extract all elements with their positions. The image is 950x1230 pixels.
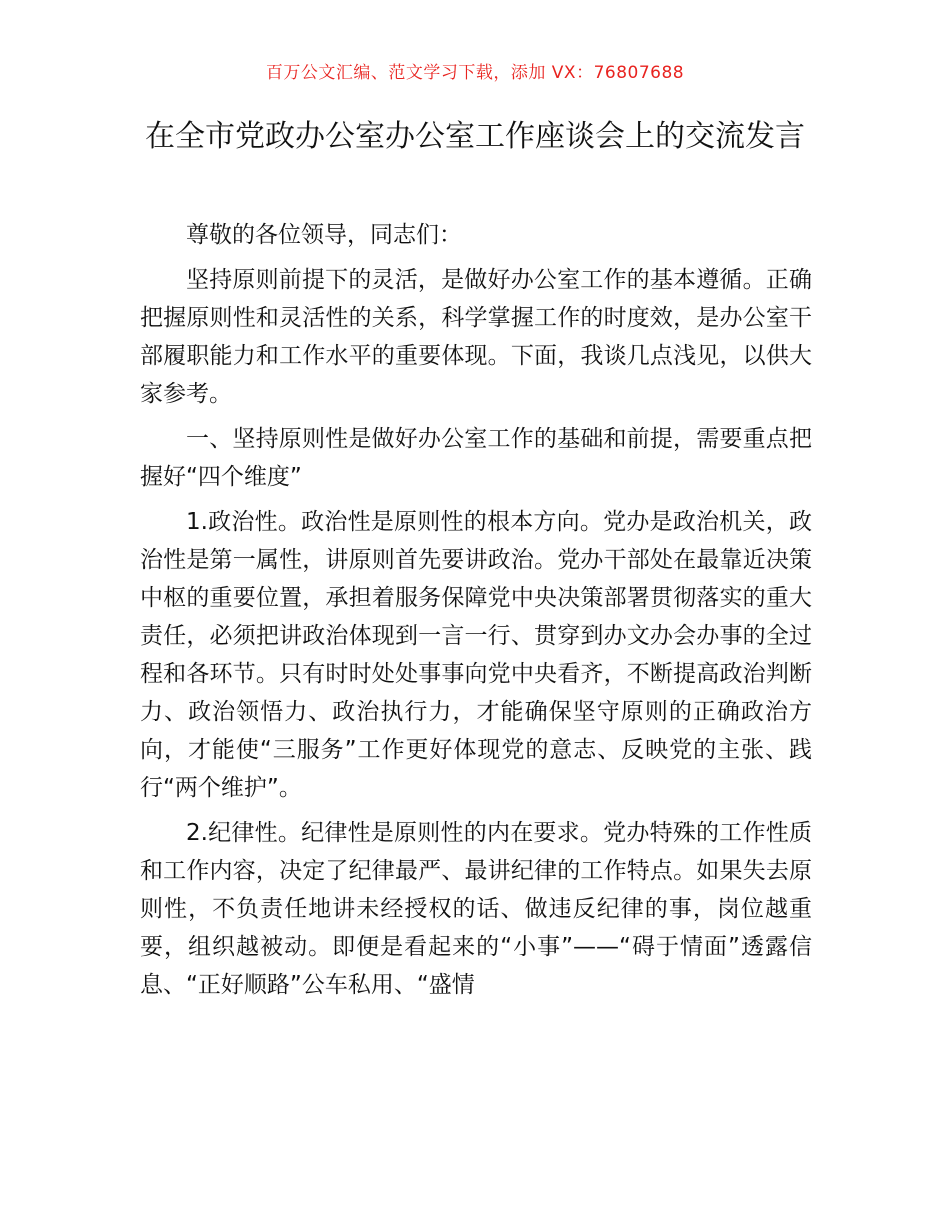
discipline-paragraph: 2.纪律性。纪律性是原则性的内在要求。党办特殊的工作性质和工作内容，决定了纪律最严、最讲纪律的工作特点。如果失去原则性，不负责任地讲未经授权的话、做违反纪律的事，岗位越重要，组织越被动。即便是看起来的“小事”——“碍于情面”透露信息、“正好顺路”公车私用、“盛情 xyxy=(140,820,812,998)
document-title: 在全市党政办公室办公室工作座谈会上的交流发言 xyxy=(145,119,805,154)
section-heading-paragraph: 一、坚持原则性是做好办公室工作的基础和前提，需要重点把握好“四个维度” xyxy=(140,426,812,490)
document-body xyxy=(140,216,812,1011)
intro-paragraph: 坚持原则前提下的灵活，是做好办公室工作的基本遵循。正确把握原则性和灵活性的关系，科学掌握工作的时度效，是办公室干部履职能力和工作水平的重要体现。下面，我谈几点浅见，以供大家参考。 xyxy=(140,267,812,407)
watermark-header-note: 百万公文汇编、范文学习下载，添加 VX：76807688 xyxy=(265,63,685,83)
salutation-paragraph: 尊敬的各位领导，同志们： xyxy=(186,222,462,248)
political-paragraph: 1.政治性。政治性是原则性的根本方向。党办是政治机关，政治性是第一属性，讲原则首先要讲政治。党办干部处在最靠近决策中枢的重要位置，承担着服务保障党中央决策部署贯彻落实的重大责任，必须把讲政治体现到一言一行、贯穿到办文办会办事的全过程和各环节。只有时时处处事事向党中央看齐，不断提高政治判断力、政治领悟力、政治执行力，才能确保坚守原则的正确政治方向，才能使“三服务”工作更好体现党的意志、反映党的主张、践行“两个维护”。 xyxy=(140,509,812,801)
